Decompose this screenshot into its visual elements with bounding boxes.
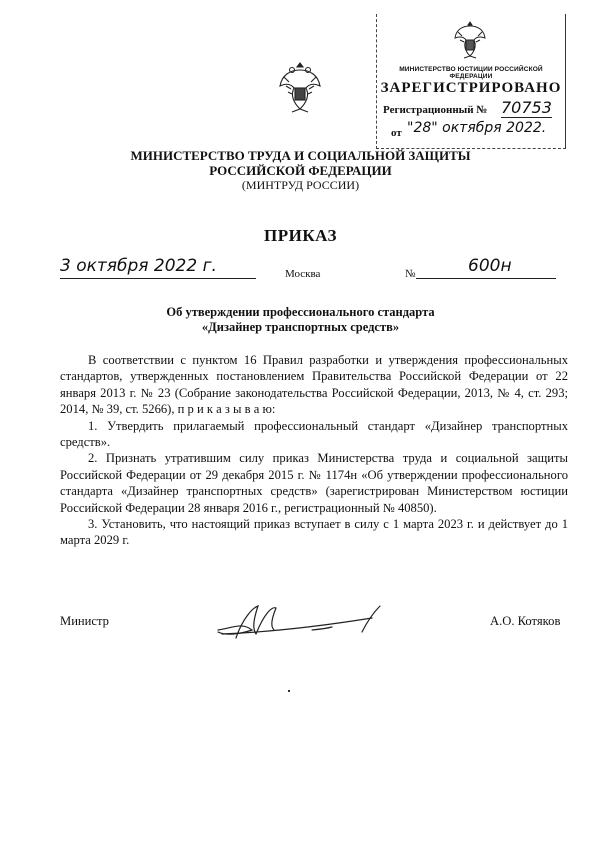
coat-of-arms-icon [277,60,323,116]
stamp-date-value: "28" октября 2022. [407,120,547,136]
document-title: ПРИКАЗ [264,226,337,245]
ministry-abbrev: (МИНТРУД РОССИИ) [241,178,360,192]
subject-line1: Об утверждении профессионального стандарта [166,305,435,319]
signatory-name: А.О. Котяков [490,614,561,628]
body-paragraph-2: 1. Утвердить прилагаемый профессиональный стандарт «Дизайнер транспортных средств». [60,418,568,450]
order-number-label: № [405,268,416,280]
registration-stamp [376,14,566,149]
stamp-registered: ЗАРЕГИСТРИРОВАНО [380,80,562,96]
body-paragraph-3: 2. Признать утратившим силу приказ Министерства труда и социальной защиты Российской Федерации от 29 декабря 2015 г. № 1174н «Об утверждении профессионального стандарта «Дизайнер транспортных средств» (зарегистрирован Министерством юстиции Российской Федерации 28 января 2016 г., регистрационный № 40850). [60,451,568,515]
signatory-role: Министр [60,614,109,628]
stamp-regnum-label: Регистрационный № [383,104,488,116]
signature-icon [212,600,392,644]
scan-speck [288,690,290,692]
order-date: 3 октября 2022 г. [60,256,256,279]
stamp-regnum-value: 70753 [501,98,552,117]
subject-line2: «Дизайнер транспортных средств» [201,320,400,334]
stamp-coat-of-arms-icon [452,18,488,62]
order-city: Москва [285,268,321,280]
ministry-name-line1: МИНИСТЕРСТВО ТРУДА И СОЦИАЛЬНОЙ ЗАЩИТЫ [130,148,471,163]
body-paragraph-4: 3. Установить, что настоящий приказ вступает в силу с 1 марта 2023 г. и действует до 1 марта 2029 г. [60,517,568,548]
stamp-date-label: от [391,127,402,139]
body-paragraph-1: В соответствии с пунктом 16 Правил разработки и утверждения профессиональных стандартов, утвержденных постановлением Правительства Российской Федерации от 22 января 2013 г. № 23 (Собрание законодательства Российской Федерации, 2013, № 4, ст. 293; 2014, № 39, ст. 5266), п р и к а з ы в а ю: [60,353,568,417]
order-number: 600н [416,256,556,279]
ministry-name-line2: РОССИЙСКОЙ ФЕДЕРАЦИИ [209,163,392,178]
document-body [60,352,568,549]
stamp-ministry: МИНИСТЕРСТВО ЮСТИЦИИ РОССИЙСКОЙ ФЕДЕРАЦИИ [399,66,543,80]
